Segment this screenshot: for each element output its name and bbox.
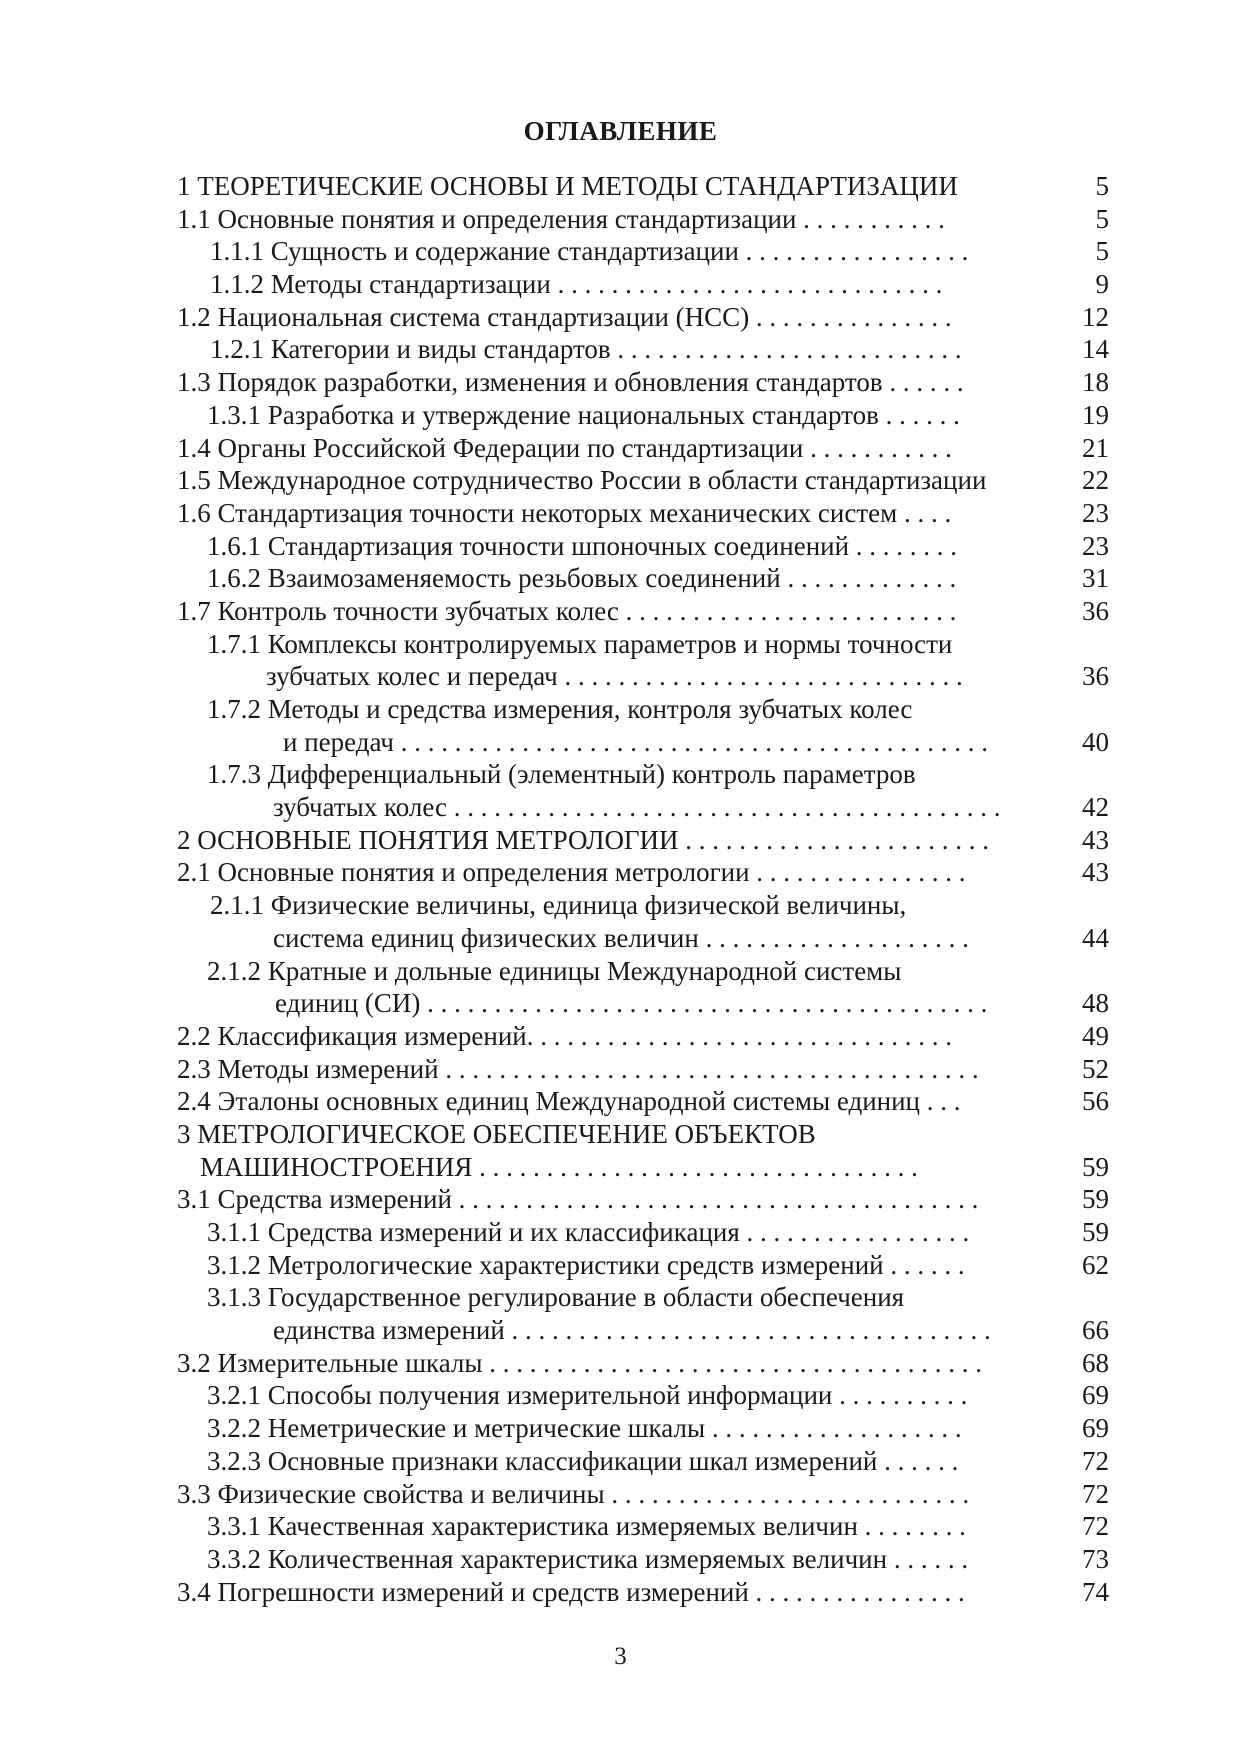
toc-entry-page: 36	[1082, 661, 1109, 692]
toc-entry-text: 3.1 Средства измерений . . . . . . . . . . . . . . . . . . . . . . . . . . . . . . . . . . . . . . .	[177, 1184, 979, 1215]
toc-entry-page: 5	[1095, 236, 1109, 267]
toc-entry-text: 2.1 Основные понятия и определения метрологии . . . . . . . . . . . . . . . .	[177, 857, 966, 888]
toc-title: ОГЛАВЛЕНИЕ	[523, 116, 718, 146]
toc-entry-text: 1.1.2 Методы стандартизации . . . . . . . . . . . . . . . . . . . . . . . . . . . . .	[210, 269, 943, 300]
toc-entry	[0, 235, 1241, 268]
toc-entry	[0, 1085, 1241, 1118]
toc-entry	[0, 693, 1241, 726]
toc-entry-text: 1.6.1 Стандартизация точности шпоночных соединений . . . . . . . .	[207, 530, 958, 561]
toc-entry	[0, 497, 1241, 530]
toc-entry-page: 48	[1082, 988, 1109, 1019]
toc-entry	[0, 1314, 1241, 1347]
toc-entry	[0, 595, 1241, 628]
toc-entry	[0, 1510, 1241, 1543]
toc-entry-text: 1 ТЕОРЕТИЧЕСКИЕ ОСНОВЫ И МЕТОДЫ СТАНДАРТИЗАЦИИ	[177, 171, 958, 201]
toc-entry-text: 3.2.1 Способы получения измерительной информации . . . . . . . . . .	[207, 1380, 968, 1411]
toc-entry	[0, 1183, 1241, 1216]
toc-entry	[0, 889, 1241, 922]
toc-entry-text: 3.2 Измерительные шкалы . . . . . . . . . . . . . . . . . . . . . . . . . . . . . . . . . . . . .	[177, 1347, 983, 1378]
toc-entry	[0, 1347, 1241, 1380]
toc-entry-page: 69	[1082, 1413, 1109, 1444]
toc-entry-page: 72	[1082, 1445, 1109, 1476]
toc-entry-text: 1.7 Контроль точности зубчатых колес . . . . . . . . . . . . . . . . . . . . . . . . .	[177, 595, 957, 626]
toc-entry-text: 2.3 Методы измерений . . . . . . . . . . . . . . . . . . . . . . . . . . . . . . . . . . . . . . . .	[177, 1053, 979, 1084]
toc-entry-text: 1.6.2 Взаимозаменяемость резьбовых соединений . . . . . . . . . . . . .	[207, 563, 957, 594]
toc-entry	[0, 399, 1241, 432]
toc-entry-text: 1.3 Порядок разработки, изменения и обновления стандартов . . . . . .	[177, 367, 964, 398]
toc-entry	[0, 1412, 1241, 1445]
toc-entry-page: 5	[1095, 171, 1109, 201]
toc-entry-page: 73	[1082, 1543, 1109, 1574]
toc-entry-page: 18	[1082, 367, 1109, 398]
toc-entry-page: 59	[1082, 1151, 1109, 1182]
toc-entry-page: 56	[1082, 1086, 1109, 1117]
toc-entry	[0, 1118, 1241, 1151]
toc-entry	[0, 530, 1241, 563]
toc-entry	[0, 1249, 1241, 1282]
toc-entry-text: 3.1.2 Метрологические характеристики средств измерений . . . . . .	[207, 1249, 965, 1280]
toc-entry-text: 3.2.3 Основные признаки классификации шкал измерений . . . . . .	[207, 1445, 959, 1476]
toc-entry-text: 1.7.3 Дифференциальный (элементный) контроль параметров	[207, 759, 916, 790]
toc-entry-text: 2.1.2 Кратные и дольные единицы Международной системы	[207, 955, 902, 986]
toc-entry-text: 3.1.3 Государственное регулирование в области обеспечения	[207, 1282, 905, 1313]
toc-entry	[0, 856, 1241, 889]
toc-entry-text: 3.2.2 Неметрические и метрические шкалы . . . . . . . . . . . . . . . . . . .	[207, 1413, 962, 1444]
toc-entry-page: 9	[1095, 269, 1109, 300]
toc-entry-text: и передач . . . . . . . . . . . . . . . . . . . . . . . . . . . . . . . . . . . . . . . . . . . .	[283, 726, 988, 757]
toc-entry-text: 3.4 Погрешности измерений и средств измерений . . . . . . . . . . . . . . . .	[177, 1576, 965, 1607]
toc-entry-page: 69	[1082, 1380, 1109, 1411]
toc-entry-page: 74	[1082, 1576, 1109, 1607]
toc-entry-text: 2 ОСНОВНЫЕ ПОНЯТИЯ МЕТРОЛОГИИ . . . . . . . . . . . . . . . . . . . . . . .	[177, 824, 990, 855]
toc-entry-text: 1.7.1 Комплексы контролируемых параметров и нормы точности	[207, 628, 953, 659]
toc-entry-text: 3.3.1 Качественная характеристика измеряемых величин . . . . . . . .	[207, 1511, 966, 1542]
toc-entry-text: 1.7.2 Методы и средства измерения, контроля зубчатых колес	[207, 694, 913, 724]
toc-entry	[0, 1053, 1241, 1086]
toc-entry	[0, 432, 1241, 465]
toc-entry-page: 59	[1082, 1184, 1109, 1215]
toc-entry-page: 42	[1082, 792, 1109, 823]
toc-entry	[0, 628, 1241, 661]
toc-entry-page: 43	[1082, 857, 1109, 888]
toc-entry-text: 3.3 Физические свойства и величины . . . . . . . . . . . . . . . . . . . . . . . . . . .	[177, 1478, 970, 1509]
toc-entry-text: 3 МЕТРОЛОГИЧЕСКОЕ ОБЕСПЕЧЕНИЕ ОБЪЕКТОВ	[177, 1118, 816, 1149]
toc-entry	[0, 170, 1241, 203]
toc-entry	[0, 1543, 1241, 1576]
toc-entry	[0, 1020, 1241, 1053]
toc-entry-text: 3.1.1 Средства измерений и их классификация . . . . . . . . . . . . . . . . .	[207, 1217, 970, 1247]
toc-entry-text: 1.6 Стандартизация точности некоторых механических систем . . . .	[177, 497, 952, 528]
toc-entry	[0, 1281, 1241, 1314]
toc-entry	[0, 1151, 1241, 1184]
toc-entry	[0, 562, 1241, 595]
toc-entry-text: 1.1 Основные понятия и определения стандартизации . . . . . . . . . . .	[177, 203, 945, 234]
toc-entry	[0, 726, 1241, 759]
toc-entry-page: 23	[1082, 530, 1109, 561]
toc-entry-page: 14	[1082, 334, 1109, 365]
toc-entry-text: система единиц физических величин . . . . . . . . . . . . . . . . . . . .	[273, 922, 969, 953]
toc-entry-page: 22	[1082, 465, 1109, 496]
toc-entry-text: 1.1.1 Сущность и содержание стандартизации . . . . . . . . . . . . . . . . .	[210, 236, 969, 267]
toc-entry	[0, 464, 1241, 497]
toc-entry-text: 1.5 Международное сотрудничество России в области стандартизации	[177, 465, 987, 496]
page-number: 3	[614, 1643, 627, 1670]
toc-entry-text: единиц (СИ) . . . . . . . . . . . . . . . . . . . . . . . . . . . . . . . . . . . . . . . . . .	[275, 988, 988, 1019]
toc-entry	[0, 268, 1241, 301]
toc-entry	[0, 987, 1241, 1020]
toc-entry-text: 1.4 Органы Российской Федерации по стандартизации . . . . . . . . . . .	[177, 432, 952, 463]
toc-entry-page: 5	[1095, 203, 1109, 234]
toc-entry-page: 31	[1082, 563, 1109, 594]
toc-entry-page: 40	[1082, 726, 1109, 757]
toc-entry	[0, 1445, 1241, 1478]
toc-entry	[0, 791, 1241, 824]
toc-list	[0, 170, 1241, 1608]
toc-entry-text: единства измерений . . . . . . . . . . . . . . . . . . . . . . . . . . . . . . . . . . . .	[273, 1315, 991, 1346]
toc-entry	[0, 333, 1241, 366]
toc-entry	[0, 1576, 1241, 1609]
toc-entry-text: 1.3.1 Разработка и утверждение национальных стандартов . . . . . .	[207, 399, 960, 430]
toc-entry	[0, 366, 1241, 399]
toc-entry-text: МАШИНОСТРОЕНИЯ . . . . . . . . . . . . . . . . . . . . . . . . . . . . . . . . .	[200, 1151, 918, 1182]
toc-entry-page: 68	[1082, 1347, 1109, 1378]
toc-entry	[0, 660, 1241, 693]
toc-entry-page: 66	[1082, 1315, 1109, 1346]
toc-entry	[0, 203, 1241, 236]
toc-entry-page: 21	[1082, 432, 1109, 463]
toc-entry-text: 3.3.2 Количественная характеристика измеряемых величин . . . . . .	[207, 1543, 969, 1574]
toc-entry-text: 2.4 Эталоны основных единиц Международной системы единиц . . .	[177, 1086, 961, 1117]
toc-entry-page: 43	[1082, 824, 1109, 855]
toc-entry	[0, 824, 1241, 857]
toc-entry	[0, 922, 1241, 955]
toc-entry	[0, 955, 1241, 988]
toc-entry-text: зубчатых колес и передач . . . . . . . . . . . . . . . . . . . . . . . . . . . . . .	[266, 661, 963, 692]
toc-entry	[0, 1478, 1241, 1511]
toc-entry-text: 2.1.1 Физические величины, единица физической величины,	[210, 890, 907, 921]
toc-entry-page: 72	[1082, 1478, 1109, 1509]
toc-entry	[0, 1216, 1241, 1249]
toc-entry-page: 49	[1082, 1020, 1109, 1051]
toc-entry-text: 1.2 Национальная система стандартизации (НСС) . . . . . . . . . . . . . . .	[177, 301, 952, 332]
toc-entry-page: 52	[1082, 1053, 1109, 1084]
toc-entry-page: 62	[1082, 1249, 1109, 1280]
toc-entry	[0, 758, 1241, 791]
toc-entry-page: 23	[1082, 497, 1109, 528]
toc-entry-page: 19	[1082, 399, 1109, 430]
toc-entry-page: 72	[1082, 1511, 1109, 1542]
toc-entry-page: 36	[1082, 595, 1109, 626]
toc-entry	[0, 1379, 1241, 1412]
toc-entry-text: 1.2.1 Категории и виды стандартов . . . . . . . . . . . . . . . . . . . . . . . . . .	[210, 334, 962, 365]
toc-entry-page: 44	[1082, 922, 1109, 953]
toc-entry	[0, 301, 1241, 334]
toc-entry-text: 2.2 Классификация измерений. . . . . . . . . . . . . . . . . . . . . . . . . . . . . . . .	[177, 1020, 952, 1051]
toc-entry-page: 59	[1082, 1217, 1109, 1247]
toc-entry-page: 12	[1082, 301, 1109, 332]
toc-entry-text: зубчатых колес . . . . . . . . . . . . . . . . . . . . . . . . . . . . . . . . . . . . . . . . .	[273, 792, 1001, 823]
